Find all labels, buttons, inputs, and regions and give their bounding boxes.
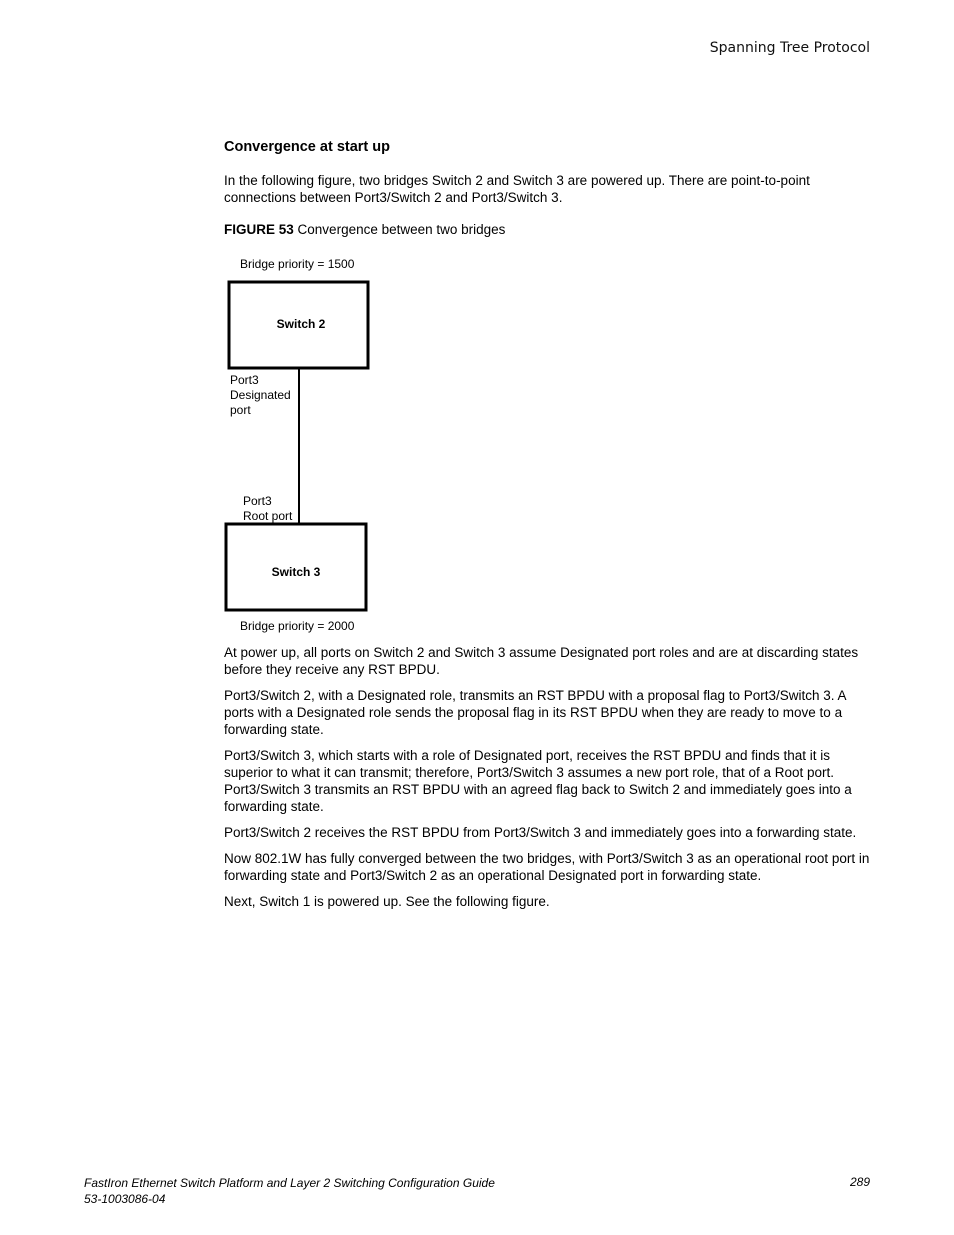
paragraph: Now 802.1W has fully converged between the two bridges, with Port3/Switch 3 as an operational root port in forwarding state and Port3/Switch 2 as an operational Designated port in forwarding state. <box>224 851 870 883</box>
switch-2-port-line: port <box>230 403 251 417</box>
switch-2-label: Switch 2 <box>276 317 326 331</box>
footer-doc-id: 53-1003086-04 <box>84 1192 166 1206</box>
paragraph: At power up, all ports on Switch 2 and Switch 3 assume Designated port roles and are at discarding states before they receive any RST BPDU. <box>224 645 859 677</box>
switch-3-priority: Bridge priority = 2000 <box>240 619 355 633</box>
figure-caption <box>224 222 505 237</box>
page-number: 289 <box>849 1175 870 1189</box>
paragraph: Port3/Switch 2 receives the RST BPDU from Port3/Switch 3 and immediately goes into a forwarding state. <box>224 825 857 840</box>
footer-left <box>84 1175 495 1207</box>
switch-3-port-line: Port3 <box>243 494 272 508</box>
running-header: Spanning Tree Protocol <box>709 40 870 56</box>
switch-2-port-line: Designated <box>230 388 291 402</box>
section-title: Convergence at start up <box>224 139 390 155</box>
footer-title: FastIron Ethernet Switch Platform and Layer 2 Switching Configuration Guide <box>84 1176 495 1190</box>
paragraph: Next, Switch 1 is powered up. See the following figure. <box>224 894 550 909</box>
figure-caption-text: Convergence between two bridges <box>297 222 506 237</box>
switch-2-port-line: Port3 <box>230 373 259 387</box>
paragraph: Port3/Switch 3, which starts with a role of Designated port, receives the RST BPDU and finds that it is superior to what it can transmit; therefore, Port3/Switch 3 assumes a new port role, that of a Root port. Port3/Switch 3 transmits an RST BPDU with an agreed flag back to Switch 2 and immediately goes into a forwarding state. <box>224 748 852 814</box>
stp-diagram-svg <box>224 252 384 637</box>
intro-paragraph: In the following figure, two bridges Switch 2 and Switch 3 are powered up. There are point-to-point connections between Port3/Switch 2 and Port3/Switch 3. <box>224 173 810 205</box>
paragraph: Port3/Switch 2, with a Designated role, transmits an RST BPDU with a proposal flag to Port3/Switch 3. A ports with a Designated role sends the proposal flag in its RST BPDU when they are ready to move to a forwarding state. <box>224 688 846 737</box>
body-text <box>224 644 872 919</box>
stp-diagram <box>224 252 384 637</box>
switch-2-priority: Bridge priority = 1500 <box>240 257 355 271</box>
switch-3-port-line: Root port <box>243 509 293 523</box>
figure-label: FIGURE 53 <box>224 222 294 237</box>
switch-3-label: Switch 3 <box>271 565 321 579</box>
